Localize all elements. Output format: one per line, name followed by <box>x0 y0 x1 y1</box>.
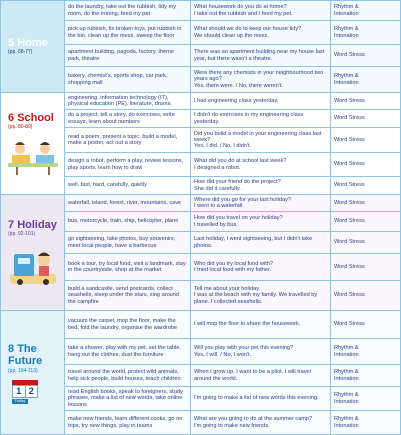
vocabulary-cell <box>65 93 191 110</box>
pronunciation-cell <box>331 177 401 195</box>
vocabulary-cell <box>65 387 191 411</box>
vocabulary-cell-line: bus, motorcycle, train, ship, helicopter, plane <box>68 218 179 225</box>
pronunciation-cell-line: Rhythm & <box>334 392 359 399</box>
unit-name: The Future <box>8 343 43 367</box>
pronunciation-cell-line: Word Stress <box>334 292 365 299</box>
pronunciation-cell-line: Rhythm & <box>334 345 359 352</box>
pronunciation-cell-line: Intonation <box>334 422 359 429</box>
unit-heading <box>4 217 61 240</box>
sentence-cell <box>191 153 331 177</box>
vocabulary-cell <box>65 21 191 45</box>
sentence-cell <box>191 411 331 435</box>
sentence-cell-line: I had engineering class yesterday. <box>194 97 279 104</box>
pronunciation-cell <box>331 21 401 45</box>
calendar-label: Today <box>12 399 28 403</box>
vocabulary-cell-line: go sightseeing, take photos, buy souvenirs, meet local people, have a barbecue <box>68 236 176 249</box>
pronunciation-cell-line: Intonation <box>334 351 359 358</box>
sentence-cell-line: She did it carefully. <box>194 185 241 192</box>
vocabulary-cell <box>65 1 191 21</box>
pronunciation-cell-line: Intonation <box>334 398 359 405</box>
sentence-cell-line: What housework do you do at home? <box>194 4 287 11</box>
sentence-cell-line: I designed a robot. <box>194 164 241 171</box>
sentence-cell-line: There was an apartment building near my house last year, but there wasn't a theatre. <box>194 49 325 62</box>
vocabulary-cell <box>65 232 191 254</box>
unit-number: 8 <box>8 343 15 356</box>
sentence-cell-line: I'm going to make a list of new words this evening. <box>194 395 319 402</box>
sentence-cell-line: I tried local food with my father. <box>194 267 272 273</box>
pronunciation-cell <box>331 387 401 411</box>
sentence-cell <box>191 232 331 254</box>
sentence-cell <box>191 67 331 93</box>
unit-title <box>8 344 57 367</box>
sentence-cell-line: What are you going to do at the summer camp? <box>194 416 313 423</box>
sentence-cell-line: Last holiday, I went sightseeing, but I didn't take photos. <box>194 236 313 249</box>
pronunciation-cell <box>331 153 401 177</box>
classroom-illustration <box>6 137 60 177</box>
sentence-cell <box>191 195 331 212</box>
sentence-cell <box>191 254 331 281</box>
unit-number: 5 <box>8 36 15 49</box>
vocabulary-cell-line: bakery, chemist's, sports shop, car park, shopping mall <box>68 73 168 86</box>
sentence-cell <box>191 93 331 110</box>
pronunciation-cell <box>331 1 401 21</box>
sentence-cell-line: What should we do to keep our house tidy? <box>194 26 302 33</box>
vocabulary-cell-line: read English books, speak to foreigners, study phrases, make a list of new words, take online lessons <box>68 389 183 408</box>
pronunciation-cell-line: Word Stress <box>334 136 365 143</box>
table-row <box>1 1 401 21</box>
sentence-cell <box>191 177 331 195</box>
pronunciation-cell-line: Intonation <box>334 375 359 382</box>
vocabulary-cell <box>65 177 191 195</box>
sentence-cell-line: What did you do at school last week? <box>194 158 287 165</box>
sentence-cell <box>191 110 331 128</box>
unit-number: 6 <box>8 111 15 124</box>
vocabulary-cell-line: pick up rubbish, fix broken toys, put rubbish in the bin, clean up the mess, sweep the floor <box>68 26 182 39</box>
sentence-cell-line: Yes, there were. / No, there weren't. <box>194 82 283 89</box>
pronunciation-cell <box>331 232 401 254</box>
sentence-cell <box>191 45 331 67</box>
pronunciation-cell-line: Word Stress <box>334 115 365 122</box>
pronunciation-cell <box>331 110 401 128</box>
vocabulary-cell-line: take a shower, play with my pet, set the table, hang out the clothes, dust the furniture <box>68 345 181 358</box>
unit-6-cell <box>1 93 65 195</box>
pronunciation-cell <box>331 212 401 232</box>
pronunciation-cell-line: Intonation <box>334 10 359 17</box>
unit-pages: (pp. 104-113) <box>8 367 38 374</box>
pronunciation-cell-line: Word Stress <box>334 161 365 168</box>
vocabulary-cell <box>65 365 191 387</box>
pronunciation-cell <box>331 339 401 365</box>
vocabulary-cell <box>65 281 191 311</box>
vocabulary-cell <box>65 45 191 67</box>
vocabulary-cell <box>65 311 191 339</box>
sentence-cell <box>191 339 331 365</box>
pronunciation-cell <box>331 254 401 281</box>
sentence-cell-line: I went to a waterfall. <box>194 203 244 209</box>
vocabulary-cell-line: book a tour, try local food, visit a landmark, stay in the countryside, shop at the market <box>68 260 186 273</box>
pronunciation-cell <box>331 311 401 339</box>
vocabulary-cell <box>65 212 191 232</box>
sentence-cell-line: We should clean up the mess. <box>194 32 269 39</box>
vocabulary-cell <box>65 110 191 128</box>
calendar-icon <box>12 380 38 403</box>
vocabulary-cell <box>65 195 191 212</box>
unit-pages: (pp. 80-89) <box>8 124 33 131</box>
sentence-cell-line: Did you build a model in your engineering class last week? <box>194 130 322 143</box>
unit-title <box>8 38 57 50</box>
unit-title <box>8 113 57 125</box>
pronunciation-cell-line: Word Stress <box>334 199 365 206</box>
pronunciation-cell-line: Word Stress <box>334 321 365 328</box>
sentence-cell-line: Yes, I did. / No, I didn't. <box>194 143 252 150</box>
unit-title <box>8 220 57 232</box>
vocabulary-cell <box>65 153 191 177</box>
table-row <box>1 93 401 110</box>
sentence-cell <box>191 21 331 45</box>
vocabulary-cell-line: travel around the world, protect wild animals, help sick people, build houses, teach children <box>68 369 181 382</box>
vocabulary-cell <box>65 254 191 281</box>
pronunciation-cell-line: Intonation <box>334 79 359 86</box>
table-row <box>1 311 401 339</box>
vocabulary-cell-line: do the laundry, take out the rubbish, tidy my room, do the ironing, feed my pet <box>68 4 177 17</box>
vocabulary-cell <box>65 411 191 435</box>
sentence-cell-line: Were there any chemists in your neighbourhood two years ago? <box>194 70 324 83</box>
unit-heading <box>4 110 61 133</box>
unit-7-cell <box>1 195 65 311</box>
pronunciation-cell-line: Word Stress <box>334 263 365 270</box>
unit-5-cell <box>1 1 65 93</box>
sentence-cell-line: How did your friend do the project? <box>194 179 281 186</box>
calendar-digit-right: 2 <box>25 386 38 397</box>
sentence-cell <box>191 281 331 311</box>
vocabulary-cell-line: well, fast, hard, carefully, quietly <box>68 182 147 189</box>
sentence-cell <box>191 365 331 387</box>
pronunciation-cell-line: Rhythm & <box>334 73 359 80</box>
sentence-cell <box>191 128 331 153</box>
pronunciation-cell-line: Rhythm & <box>334 26 359 33</box>
calendar-digit-left: 1 <box>16 386 22 397</box>
pronunciation-cell <box>331 45 401 67</box>
vocabulary-cell-line: apartment building, pagoda, factory, theme park, theatre <box>68 49 174 62</box>
pronunciation-cell-line: Word Stress <box>334 239 365 246</box>
sentence-cell-line: I was at the beach with my family. We travelled by plane. I collected seashells. <box>194 292 318 305</box>
pronunciation-cell-line: Word Stress <box>334 182 365 189</box>
sentence-cell-line: Yes, I will. / No, I won't. <box>194 351 252 358</box>
unit-heading <box>4 341 61 376</box>
vocabulary-cell <box>65 339 191 365</box>
vocabulary-cell-line: do a project, tell a story, do exercises, write essays, learn about numbers <box>68 112 175 125</box>
calendar-body <box>12 385 38 398</box>
sentence-cell-line: Where did you go for your last holiday? <box>194 196 292 203</box>
pronunciation-cell <box>331 411 401 435</box>
vocabulary-cell <box>65 128 191 153</box>
vocabulary-cell <box>65 67 191 93</box>
pronunciation-cell-line: Word Stress <box>334 218 365 225</box>
vocabulary-cell-line: vacuum the carpet, mop the floor, make the bed, fold the laundry, organise the wardrobe <box>68 318 178 331</box>
pronunciation-cell <box>331 67 401 93</box>
pronunciation-cell-line: Word Stress <box>334 97 365 104</box>
table-row <box>1 195 401 212</box>
unit-name: Home <box>17 36 48 49</box>
sentence-cell-line: How did you travel on your holiday? <box>194 215 283 222</box>
pronunciation-cell <box>331 281 401 311</box>
pronunciation-cell-line: Rhythm & <box>334 369 359 376</box>
pronunciation-cell-line: Intonation <box>334 32 359 39</box>
sentence-cell-line: Will you play with your pet this evening? <box>194 345 294 352</box>
sentence-cell <box>191 212 331 232</box>
holiday-illustration <box>6 244 60 288</box>
pronunciation-cell-line: Rhythm & <box>334 4 359 11</box>
unit-name: School <box>17 111 54 124</box>
unit-pages: (pp. 68-77) <box>8 49 33 56</box>
pronunciation-cell <box>331 365 401 387</box>
vocabulary-cell-line: waterfall, island, forest, river, mountains, cave <box>68 199 182 206</box>
sentence-cell-line: I didn't do exercises in my engineering class yesterday. <box>194 112 304 125</box>
vocabulary-cell-line: read a poem, present a topic, build a model, make a poster, act out a story <box>68 133 178 146</box>
unit-8-cell <box>1 311 65 435</box>
sentence-cell-line: I travelled by bus. <box>194 221 238 228</box>
pronunciation-cell-line: Word Stress <box>334 52 365 59</box>
sentence-cell <box>191 311 331 339</box>
vocabulary-cell-line: make new friends, learn different cooks, go on trips, try new things, play in teams <box>68 416 183 429</box>
pronunciation-cell <box>331 93 401 110</box>
sentence-cell-line: Who did you try local food with? <box>194 260 273 267</box>
sentence-cell-line: When I grow up, I want to be a pilot. I will travel around the world. <box>194 369 311 382</box>
sentence-cell-line: Tell me about your holiday. <box>194 286 261 293</box>
pronunciation-cell <box>331 128 401 153</box>
pronunciation-cell <box>331 195 401 212</box>
sentence-cell-line: I'm going to make new friends. <box>194 422 270 429</box>
pronunciation-cell-line: Rhythm & <box>334 416 359 423</box>
unit-pages: (pp. 92-101) <box>8 231 36 238</box>
sentence-cell <box>191 387 331 411</box>
sentence-cell-line: I will mop the floor to share the housework. <box>194 321 301 328</box>
vocabulary-cell-line: engineering, information technology (IT), physical education (PE), literature, drama <box>68 94 171 107</box>
sentence-cell <box>191 1 331 21</box>
unit-heading <box>4 35 61 58</box>
unit-name: Holiday <box>17 218 57 231</box>
sentence-cell-line: I take out the rubbish and I feed my pet. <box>194 10 293 17</box>
unit-number: 7 <box>8 218 15 231</box>
vocabulary-cell-line: build a sandcastle, send postcards, collect seashells, sleep under the stars, sing around the campfire <box>68 286 180 305</box>
vocabulary-cell-line: design a robot, perform a play, review lessons, play sports, learn how to draw <box>68 158 184 171</box>
